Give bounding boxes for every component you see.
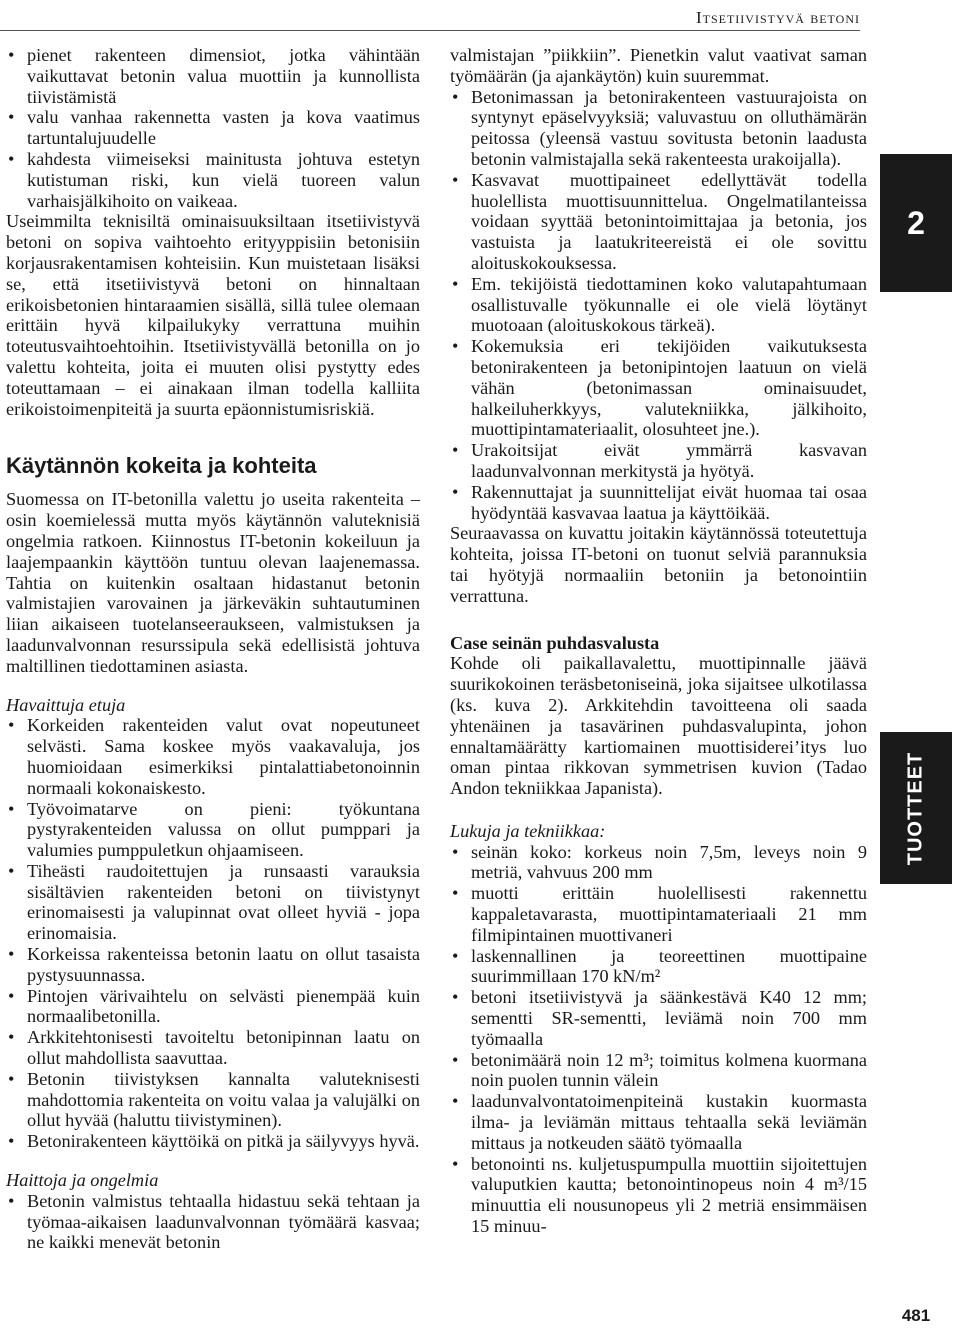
subheading-benefits: Havaittuja etuja xyxy=(6,694,126,715)
left-bullet-list xyxy=(6,45,420,211)
list-item: • betoni itsetiivistyvä ja säänkestävä K40 12 mm; sementti SR-sementti, leviämä noin 700 mm työmaalla xyxy=(450,987,867,1049)
list-item: • Tiheästi raudoitettujen ja runsaasti varauksia sisältävien rakenteiden betoni on tiivistynyt erinomaisesti ja valupinnat ovat olleet hyviä - jopa erinomaisia. xyxy=(6,861,420,944)
paragraph: Useimmilta teknisiltä ominaisuuksiltaan itsetiivistyvä betoni on sopiva vaihtoehto erityyppisiin betonisiin korjausrakentamisen kohteisiin. Kun muistetaan lisäksi se, että itsetiivistyvä betoni on hinnaltaan erikoisbetonien hintaraamien sisällä, sillä tulee olemaan erittäin hyvä kilpailukyky verrattuna muihin toteutusvaihtoehtoihin. Itsetiivistyvällä betonilla on jo valettu kohteita, joita ei muuten olisi pystytty edes toteuttamaan – ei ainakaan ilman todella kalliita erikoistoimenpiteitä ja suurta epäonnistumisriskiä. xyxy=(6,211,420,419)
subheading-drawbacks: Haittoja ja ongelmia xyxy=(6,1170,159,1191)
paragraph: Seuraavassa on kuvattu joitakin käytännössä toteutettuja kohteita, joissa IT-betoni on tuonut selviä parannuksia tai hyötyjä normaaliin betoniin ja betonointiin verrattuna. xyxy=(450,523,867,606)
paragraph-continued: valmistajan ”piikkiin”. Pienetkin valut vaativat saman työmäärän (ja ajankäytön) kuin suuremmat. xyxy=(450,45,867,86)
list-item: • Kasvavat muottipaineet edellyttävät todella huolellista muottisuunnittelua. Ongelmatilanteissa voidaan syyttää betonintoimittajaa ja betonia, jos vastuista ja laatukriteereistä ei ole sovittu aloituskokouksessa. xyxy=(450,170,867,274)
list-item: • pienet rakenteen dimensiot, jotka vähintään vaikuttavat betonin valua muottiin ja kunnollista tiivistämistä xyxy=(6,45,420,107)
list-item: • Betonin valmistus tehtaalla hidastuu sekä tehtaan ja työmaa-aikaisen laadunvalvonnan työmäärä kasvaa; ne kaikki menevät betonin xyxy=(6,1191,420,1253)
page-number: 481 xyxy=(901,1306,931,1325)
list-item: • Rakennuttajat ja suunnittelijat eivät huomaa tai osaa hyödyntää kasvavaa laatua ja käyttöikää. xyxy=(450,482,867,524)
list-item: • muotti erittäin huolellisesti rakennettu kappaletavarasta, muottipintamateriaali 21 mm filmipintainen muottivaneri xyxy=(450,883,867,945)
chapter-tab xyxy=(880,154,952,292)
list-item: • Em. tekijöistä tiedottaminen koko valutapahtumaan osallistuvalle työkunnalle ei ole vielä löytänyt muotoaan (aloituskokous tärkeä). xyxy=(450,274,867,336)
case-title: Case seinän puhdasvalusta xyxy=(450,632,660,653)
list-item: • seinän koko: korkeus noin 7,5m, leveys noin 9 metriä, vahvuus 200 mm xyxy=(450,842,867,884)
list-item: • Betonin tiivistyksen kannalta valuteknisesti mahdottomia rakenteita on voitu valaa ja valujälki on ollut hyvää (haluttu tiivistyminen). xyxy=(6,1069,420,1131)
list-item: • Korkeissa rakenteissa betonin laatu on ollut tasaista pystysuunnassa. xyxy=(6,944,420,986)
list-item: • betonointi ns. kuljetuspumpulla muottiin sijoitettujen valuputkien kautta; betonointinopeus noin 4 m³/15 minuuttia eli nousunopeus yli 2 metriä ensimmäisen 15 minuu- xyxy=(450,1154,867,1237)
right-bullet-list xyxy=(450,87,867,524)
paragraph: Suomessa on IT-betonilla valettu jo useita rakenteita – osin koemielessä mutta myös käytännön valuteknisiä ongelmia ratkoen. Kiinnostus IT-betonin kokeiluun ja laajempaankin käyttöön tuntuu olevan laajenemassa. Tahtia on kuitenkin osaltaan hidastanut betonin valmistajien varovainen ja järkeväkin suhtautuminen liian aikaiseen tuotelanseeraukseen, valmistuksen ja laadunvalvonnan resurssipula sekä edellisistä johtuva maltillinen tiedottaminen asiasta. xyxy=(6,489,420,676)
left-column xyxy=(6,45,420,1253)
right-column xyxy=(450,45,867,1237)
list-item: • Pintojen värivaihtelu on selvästi pienempää kuin normaalibetonilla. xyxy=(6,986,420,1028)
chapter-number: 2 xyxy=(907,204,925,241)
list-item: • betonimäärä noin 12 m³; toimitus kolmena kuormana noin puolen tunnin välein xyxy=(450,1050,867,1092)
header-title: Itsetiivistyvä betoni xyxy=(695,8,860,27)
case-text: Kohde oli paikallavalettu, muottipinnalle jäävä suurikokoinen teräsbetoniseinä, joka sijaitsee ulkotilassa (ks. kuva 2). Arkkitehdin tavoitteena oli saada yhtenäinen ja tasavärinen puhdasvalupinta, johon ennaltamäärätty kartiomainen muottisiderei’itys luo oman pintaa rikkovan symmetrisen kuvion (Tadao Andon tekniikkaa Japanista). xyxy=(450,653,867,799)
running-header xyxy=(0,4,860,31)
list-item: • Urakoitsijat eivät ymmärrä kasvavan laadunvalvonnan merkitystä ja hyötyä. xyxy=(450,440,867,482)
list-item: • laadunvalvontatoimenpiteinä kustakin kuormasta ilma- ja leviämän mittaus tehtaalla sekä leviämän mittaus ja notkeuden säätö työmaalla xyxy=(450,1091,867,1153)
section-heading: Käytännön kokeita ja kohteita xyxy=(6,453,317,479)
subheading-facts: Lukuja ja tekniikkaa: xyxy=(450,820,606,841)
list-item: • Arkkitehtonisesti tavoiteltu betonipinnan laatu on ollut mahdollista saavuttaa. xyxy=(6,1027,420,1069)
list-item: • Korkeiden rakenteiden valut ovat nopeutuneet selvästi. Sama koskee myös vaakavaluja, jos huomioidaan esimerkiksi pintalattiabetonoinnin normaali kokonaiskesto. xyxy=(6,715,420,798)
section-tab-label: TUOTTEET xyxy=(904,751,927,865)
list-item: • kahdesta viimeiseksi mainitusta johtuva estetyn kutistuman riski, kun vielä tuoreen valun varhaisjälkihoito on vaikeaa. xyxy=(6,149,420,211)
list-item: • Kokemuksia eri tekijöiden vaikutuksesta betonirakenteen ja betonipintojen laatuun on vielä vähän (betonimassan ominaisuudet, halkeiluherkkyys, valutekniikka, jälkihoito, muottipintamateriaalit, olosuhteet jne.). xyxy=(450,336,867,440)
section-tab xyxy=(880,732,952,884)
list-item: • valu vanhaa rakennetta vasten ja kova vaatimus tartuntalujuudelle xyxy=(6,107,420,149)
list-item: • Betonirakenteen käyttöikä on pitkä ja säilyvyys hyvä. xyxy=(6,1131,420,1152)
facts-list xyxy=(450,842,867,1237)
list-item: • Työvoimatarve on pieni: työkuntana pystyrakenteiden valussa on ollut pumppari ja valumies pumppuletkun ohjaamiseen. xyxy=(6,799,420,861)
list-item: • laskennallinen ja teoreettinen muottipaine suurimmillaan 170 kN/m² xyxy=(450,946,867,988)
list-item: • Betonimassan ja betonirakenteen vastuurajoista on syntynyt epäselvyyksiä; valuvastuu on olluthämärän peitossa (yleensä vastuu sovitusta betonin laadusta betonin valmistajalla sekä rakenteesta urakoijalla). xyxy=(450,87,867,170)
drawbacks-list xyxy=(6,1191,420,1253)
benefits-list xyxy=(6,715,420,1152)
